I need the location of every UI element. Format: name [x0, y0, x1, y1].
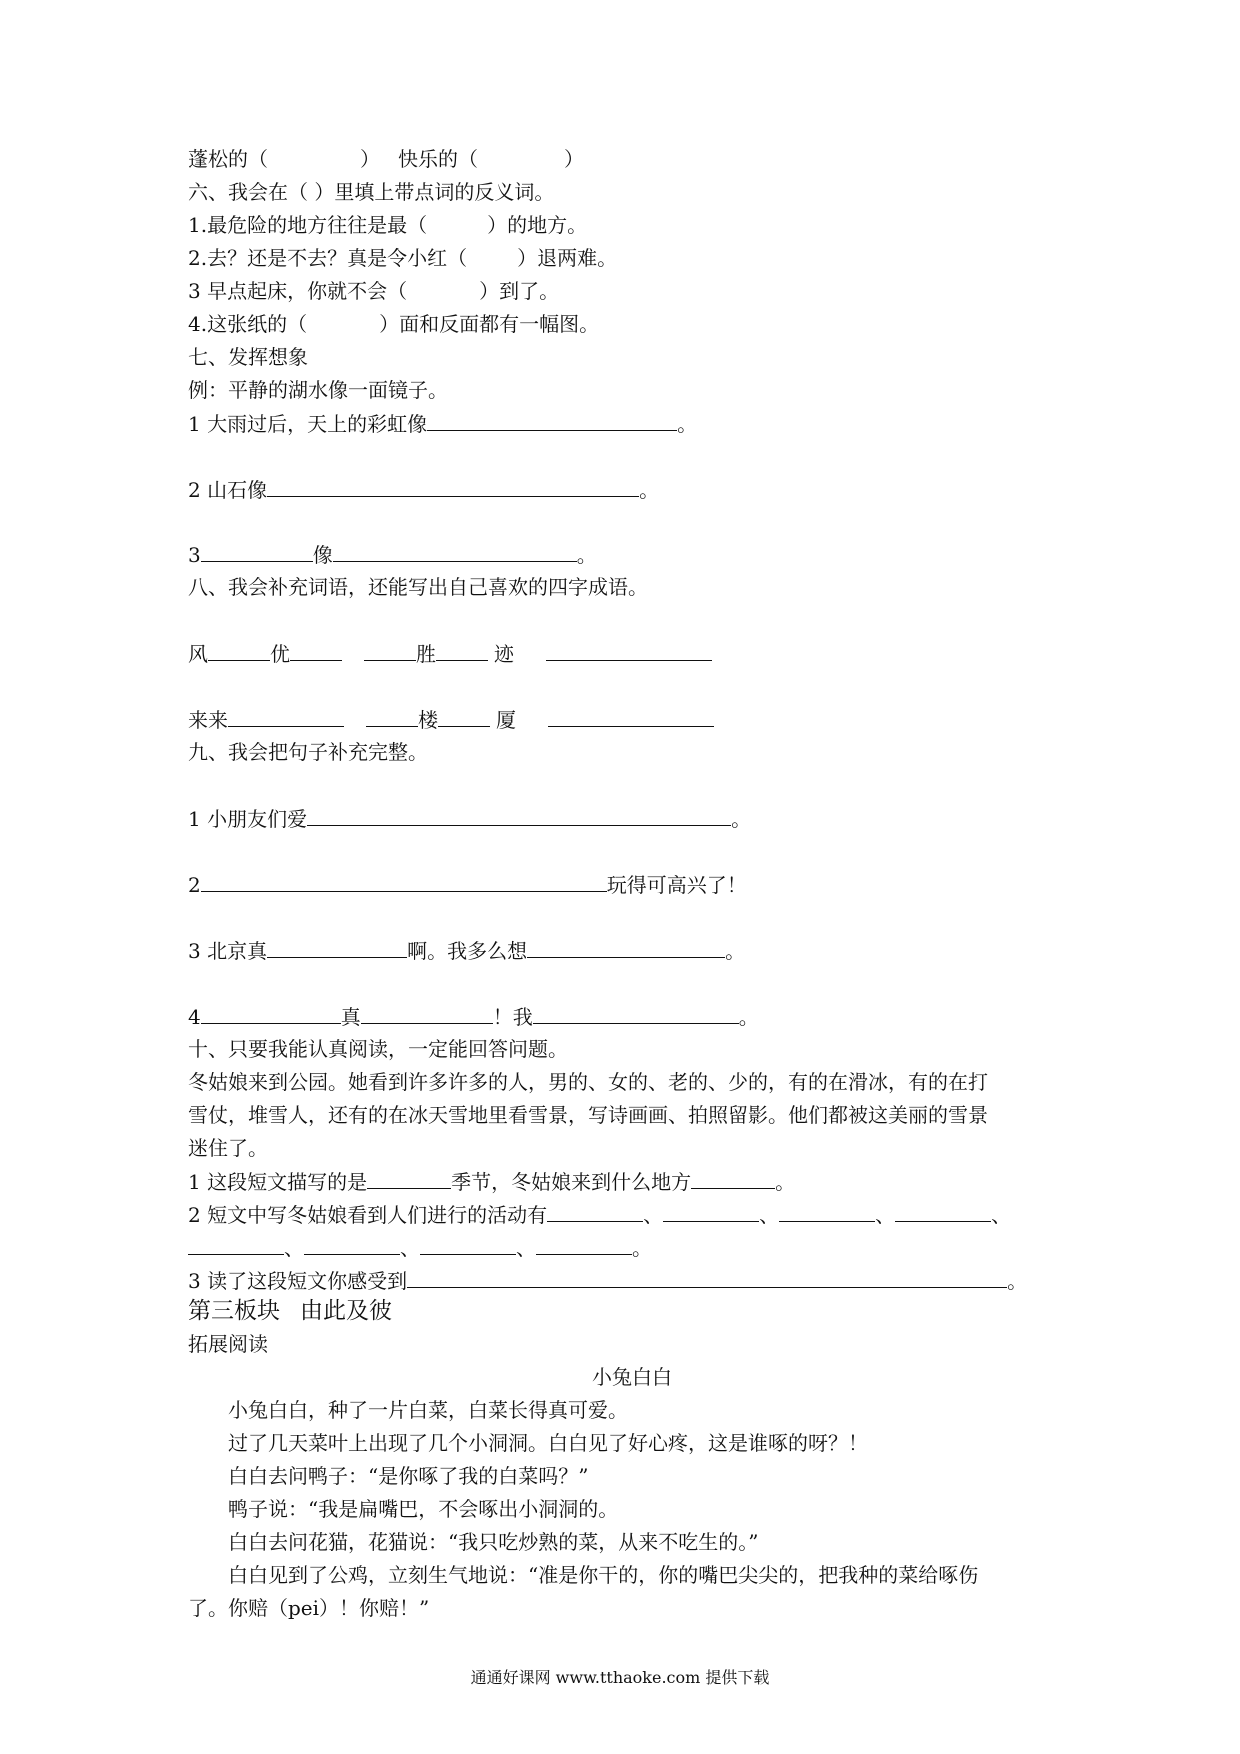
answer-blank[interactable] [267, 476, 639, 497]
s9-heading: 九、我会把句子补充完整。 [188, 740, 428, 764]
s7-q2-end: 。 [639, 478, 660, 502]
s7-example: 例：平静的湖水像一面镜子。 [188, 378, 448, 402]
s9-q3-end: 。 [725, 939, 746, 963]
story-title: 小兔白白 [592, 1365, 672, 1389]
block3-label: 拓展阅读 [188, 1332, 268, 1356]
answer-blank[interactable] [201, 871, 607, 892]
s8-word: 风 [188, 642, 208, 666]
s7-q1-end: 。 [677, 412, 698, 436]
story-line: 白白见到了公鸡，立刻生气地说：“准是你干的，你的嘴巴尖尖的，把我种的菜给啄伤 [228, 1563, 979, 1587]
answer-blank[interactable] [366, 706, 418, 727]
answer-blank[interactable] [208, 640, 270, 661]
block3-subtitle: 由此及彼 [300, 1298, 392, 1324]
s8-word: 胜 [416, 642, 436, 666]
answer-blank[interactable] [290, 640, 342, 661]
s9-q1 [188, 805, 751, 832]
separator: 、 [875, 1203, 896, 1227]
s6-q3-end: ）到了。 [479, 279, 560, 303]
s6-q4-end: ）面和反面都有一幅图。 [379, 312, 600, 336]
answer-blank[interactable] [361, 1003, 493, 1024]
s10-q3 [188, 1267, 1027, 1294]
separator: 、 [516, 1236, 536, 1260]
story-line: 过了几天菜叶上出现了几个小洞洞。白白见了好心疼，这是谁啄的呀？！ [228, 1431, 868, 1455]
s8-word: 楼 [418, 708, 438, 732]
s9-q4-mid: 真 [340, 1005, 361, 1029]
block3-title [188, 1298, 392, 1324]
s8-heading: 八、我会补充词语，还能写出自己喜欢的四字成语。 [188, 575, 648, 599]
s10-q1-mid: 季节，冬姑娘来到什么地方 [451, 1170, 692, 1194]
s10-q1 [188, 1168, 795, 1195]
s9-q2-num: 2 [188, 873, 201, 897]
story-line: 小兔白白，种了一片白菜，白菜长得真可爱。 [228, 1398, 628, 1422]
separator: 、 [284, 1236, 304, 1260]
s10-q3-end: 。 [1007, 1269, 1028, 1293]
answer-blank[interactable] [779, 1201, 875, 1222]
s7-q3 [188, 541, 597, 568]
s6-q1 [188, 212, 587, 238]
s9-q4-end: 。 [738, 1005, 759, 1029]
s7-q3-num: 3 [188, 543, 201, 567]
s10-heading: 十、只要我能认真阅读，一定能回答问题。 [188, 1037, 568, 1061]
s10-q2-cont [188, 1234, 652, 1261]
s10-q1-text: 1 这段短文描写的是 [188, 1170, 368, 1194]
s9-q3 [188, 937, 745, 964]
answer-blank[interactable] [201, 1003, 341, 1024]
answer-blank[interactable] [548, 706, 714, 727]
s8-word: 迹 [494, 642, 514, 666]
s10-passage-line: 雪仗，堆雪人，还有的在冰天雪地里看雪景，写诗画画、拍照留影。他们都被这美丽的雪景 [188, 1103, 988, 1127]
s9-q2 [188, 871, 747, 898]
s6-q1-text: 1.最危险的地方往往是最（ [188, 213, 428, 237]
story-line: 鸭子说：“我是扁嘴巴，不会啄出小洞洞的。 [228, 1497, 619, 1521]
answer-blank[interactable] [407, 1267, 1007, 1288]
s7-q3-end: 。 [576, 543, 597, 567]
s9-q4-num: 4 [188, 1005, 201, 1029]
s7-q1 [188, 410, 697, 437]
answer-blank[interactable] [364, 640, 416, 661]
story-line: 白白去问花猫，花猫说：“我只吃炒熟的菜，从来不吃生的。” [228, 1530, 759, 1554]
s6-q2-end: ）退两难。 [517, 246, 618, 270]
s8-row1 [188, 640, 712, 667]
separator: 、 [643, 1203, 664, 1227]
s7-q1-text: 1 大雨过后，天上的彩虹像 [188, 412, 428, 436]
s6-q2-text: 2.去？还是不去？真是令小红（ [188, 246, 468, 270]
s9-q2-end: 玩得可高兴了！ [606, 873, 747, 897]
separator: 、 [991, 1203, 1012, 1227]
answer-blank[interactable] [367, 1168, 451, 1189]
s8-row2 [188, 706, 714, 733]
answer-blank[interactable] [228, 706, 344, 727]
s9-q1-text: 1 小朋友们爱 [188, 807, 308, 831]
s5-item-a-close: ） [360, 147, 380, 171]
answer-blank[interactable] [188, 1234, 284, 1255]
answer-blank[interactable] [547, 1201, 643, 1222]
s10-passage-line: 冬姑娘来到公园。她看到许多许多的人，男的、女的、老的、少的，有的在滑冰，有的在打 [188, 1070, 988, 1094]
page-footer: 通通好课网 www.tthaoke.com 提供下载 [470, 1668, 770, 1687]
s10-q2-end: 。 [632, 1236, 652, 1260]
answer-blank[interactable] [546, 640, 712, 661]
s6-q1-end: ）的地方。 [487, 213, 588, 237]
story-last-line: 了。你赔（pei）！你赔！” [188, 1596, 430, 1620]
answer-blank[interactable] [427, 410, 677, 431]
answer-blank[interactable] [304, 1234, 400, 1255]
s6-q2 [188, 245, 617, 271]
s6-q3 [188, 278, 559, 304]
s9-q3-text: 3 北京真 [188, 939, 268, 963]
answer-blank[interactable] [438, 706, 490, 727]
answer-blank[interactable] [527, 937, 725, 958]
answer-blank[interactable] [333, 541, 577, 562]
s5-item-b: 快乐的（ [398, 147, 478, 171]
s9-q4-mid2: ！我 [492, 1005, 533, 1029]
answer-blank[interactable] [663, 1201, 759, 1222]
answer-blank[interactable] [691, 1168, 775, 1189]
block3-title-text: 第三板块 [188, 1298, 280, 1324]
answer-blank[interactable] [436, 640, 488, 661]
s9-q1-end: 。 [731, 807, 752, 831]
answer-blank[interactable] [420, 1234, 516, 1255]
s8-word: 优 [270, 642, 290, 666]
s8-word: 厦 [496, 708, 516, 732]
s10-q2 [188, 1201, 1011, 1228]
s6-q4 [188, 311, 599, 337]
s6-heading: 六、我会在（ ）里填上带点词的反义词。 [188, 180, 555, 204]
s8-word: 来来 [188, 708, 228, 732]
answer-blank[interactable] [201, 541, 313, 562]
s10-q1-end: 。 [775, 1170, 796, 1194]
story-line: 白白去问鸭子：“是你啄了我的白菜吗？” [228, 1464, 589, 1488]
s10-q3-text: 3 读了这段短文你感受到 [188, 1269, 408, 1293]
s10-q2-text: 2 短文中写冬姑娘看到人们进行的活动有 [188, 1203, 548, 1227]
s10-passage-line: 迷住了。 [188, 1136, 268, 1160]
s7-q2 [188, 476, 659, 503]
s5-line [188, 146, 584, 172]
s7-q3-mid: 像 [312, 543, 333, 567]
separator: 、 [759, 1203, 780, 1227]
s9-q3-mid: 啊。我多么想 [407, 939, 528, 963]
s7-q2-text: 2 山石像 [188, 478, 268, 502]
answer-blank[interactable] [307, 805, 731, 826]
answer-blank[interactable] [267, 937, 407, 958]
s6-q3-text: 3 早点起床，你就不会（ [188, 279, 408, 303]
answer-blank[interactable] [533, 1003, 739, 1024]
s7-heading: 七、发挥想象 [188, 345, 308, 369]
answer-blank[interactable] [895, 1201, 991, 1222]
s9-q4 [188, 1003, 759, 1030]
s5-item-b-close: ） [564, 147, 584, 171]
s6-q4-text: 4.这张纸的（ [188, 312, 308, 336]
separator: 、 [400, 1236, 420, 1260]
answer-blank[interactable] [536, 1234, 632, 1255]
s5-item-a: 蓬松的（ [188, 147, 268, 171]
